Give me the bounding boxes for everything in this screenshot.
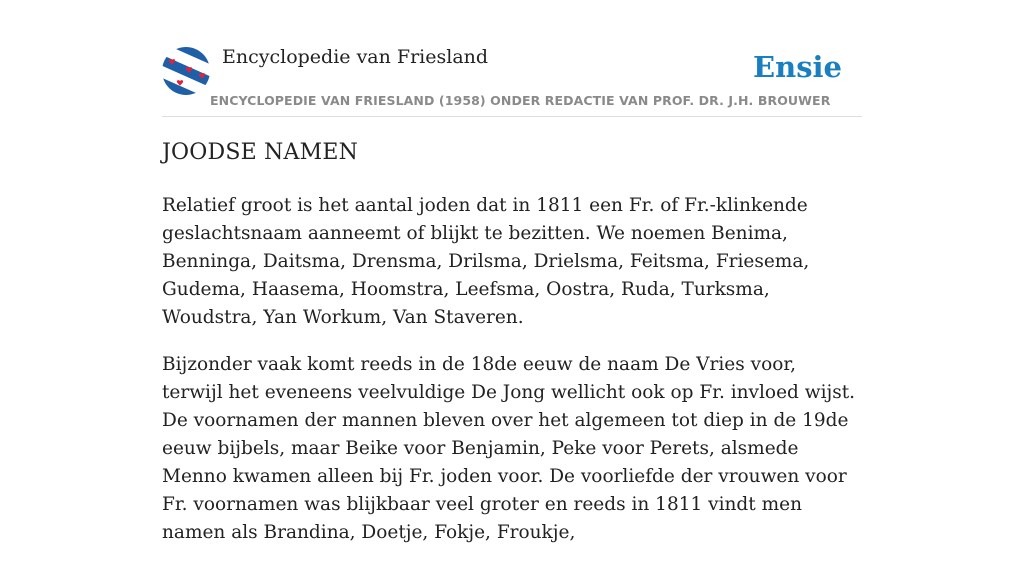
article-title: JOODSE NAMEN — [162, 140, 359, 165]
article-body — [162, 192, 862, 566]
frisian-flag-icon[interactable] — [162, 47, 210, 95]
article-paragraph: Relatief groot is het aantal joden dat in 1811 een Fr. of Fr.-klinkende geslachtsnaam aanneemt of blijkt te bezitten. We noemen Benima, Benninga, Daitsma, Drensma, Drilsma, Drielsma, Feitsma, Friesema, Gudema, Haasema, Hoomstra, Leefsma, Oostra, Ruda, Turksma, Woudstra, Yan Workum, Van Staveren. — [162, 195, 810, 328]
page — [162, 0, 862, 543]
ensie-brand-logo[interactable]: Ensie — [753, 50, 842, 84]
article-paragraph: Bijzonder vaak komt reeds in de 18de eeuw de naam De Vries voor, terwijl het eveneens veelvuldige De Jong wellicht ook op Fr. invloed wijst. De voornamen der mannen bleven over het algemeen tot diep in de 19de eeuw bijbels, maar Beike voor Benjamin, Peke voor Perets, alsmede Menno kwamen alleen bij Fr. joden voor. De voorliefde der vrouwen voor Fr. voornamen was blijkbaar veel groter en reeds in 1811 vindt men namen als Brandina, Doetje, Fokje, Froukje, — [162, 354, 856, 543]
site-title[interactable]: Encyclopedie van Friesland — [222, 46, 489, 68]
site-header — [162, 0, 862, 117]
site-subtitle: ENCYCLOPEDIE VAN FRIESLAND (1958) ONDER REDACTIE VAN PROF. DR. J.H. BROUWER — [210, 93, 831, 108]
